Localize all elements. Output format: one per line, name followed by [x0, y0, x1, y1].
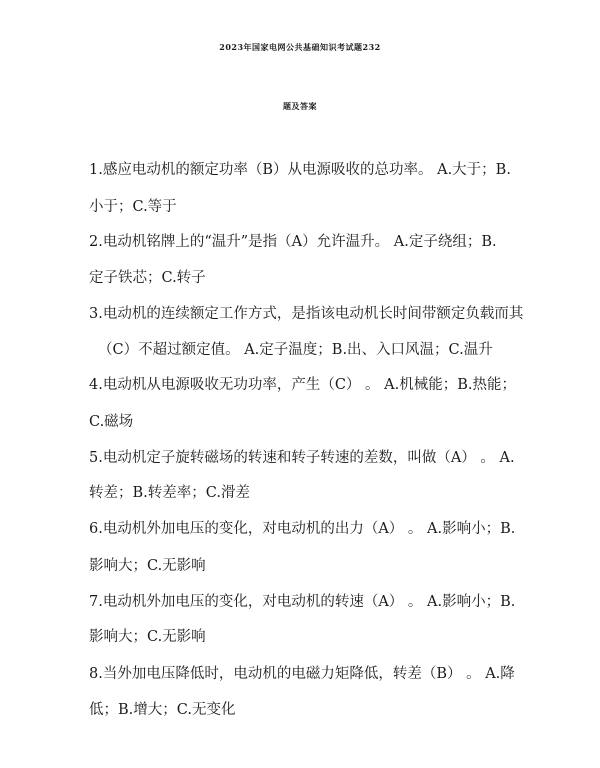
question-1-line-1: 1.感应电动机的额定功率（B）从电源吸收的总功率。 A.大于；B.: [89, 162, 511, 178]
document-title-line-2: 题及答案: [283, 101, 317, 111]
question-1-line-2: 小于；C.等于: [89, 199, 177, 215]
question-6-line-2: 影响大；C.无影响: [89, 558, 206, 574]
question-3-line-1: 3.电动机的连续额定工作方式，是指该电动机长时间带额定负载而其: [89, 306, 524, 322]
question-3-line-2: （C）不超过额定值。 A.定子温度；B.出、入口风温；C.温升: [98, 342, 493, 358]
question-5-line-1: 5.电动机定子旋转磁场的转速和转子转速的差数，叫做（A） 。 A.: [89, 450, 515, 466]
question-7-line-2: 影响大；C.无影响: [89, 629, 206, 645]
question-5-line-2: 转差；B.转差率；C.滑差: [89, 485, 250, 501]
question-8-line-2: 低；B.增大；C.无变化: [89, 702, 236, 718]
question-2-line-2: 定子铁芯；C.转子: [89, 270, 206, 286]
question-2-line-1: 2.电动机铭牌上的“温升”是指（A）允许温升。 A.定子绕组；B.: [89, 234, 497, 250]
question-4-line-2: C.磁场: [89, 414, 134, 430]
document-title-line-1: 2023年国家电网公共基础知识考试题232: [219, 42, 381, 52]
question-6-line-1: 6.电动机外加电压的变化，对电动机的出力（A） 。 A.影响小；B.: [89, 521, 516, 537]
question-7-line-1: 7.电动机外加电压的变化，对电动机的转速（A） 。 A.影响小；B.: [89, 594, 516, 610]
question-4-line-1: 4.电动机从电源吸收无功功率，产生（C） 。 A.机械能；B.热能；: [89, 377, 516, 393]
question-8-line-1: 8.当外加电压降低时，电动机的电磁力矩降低，转差（B） 。 A.降: [89, 666, 515, 682]
